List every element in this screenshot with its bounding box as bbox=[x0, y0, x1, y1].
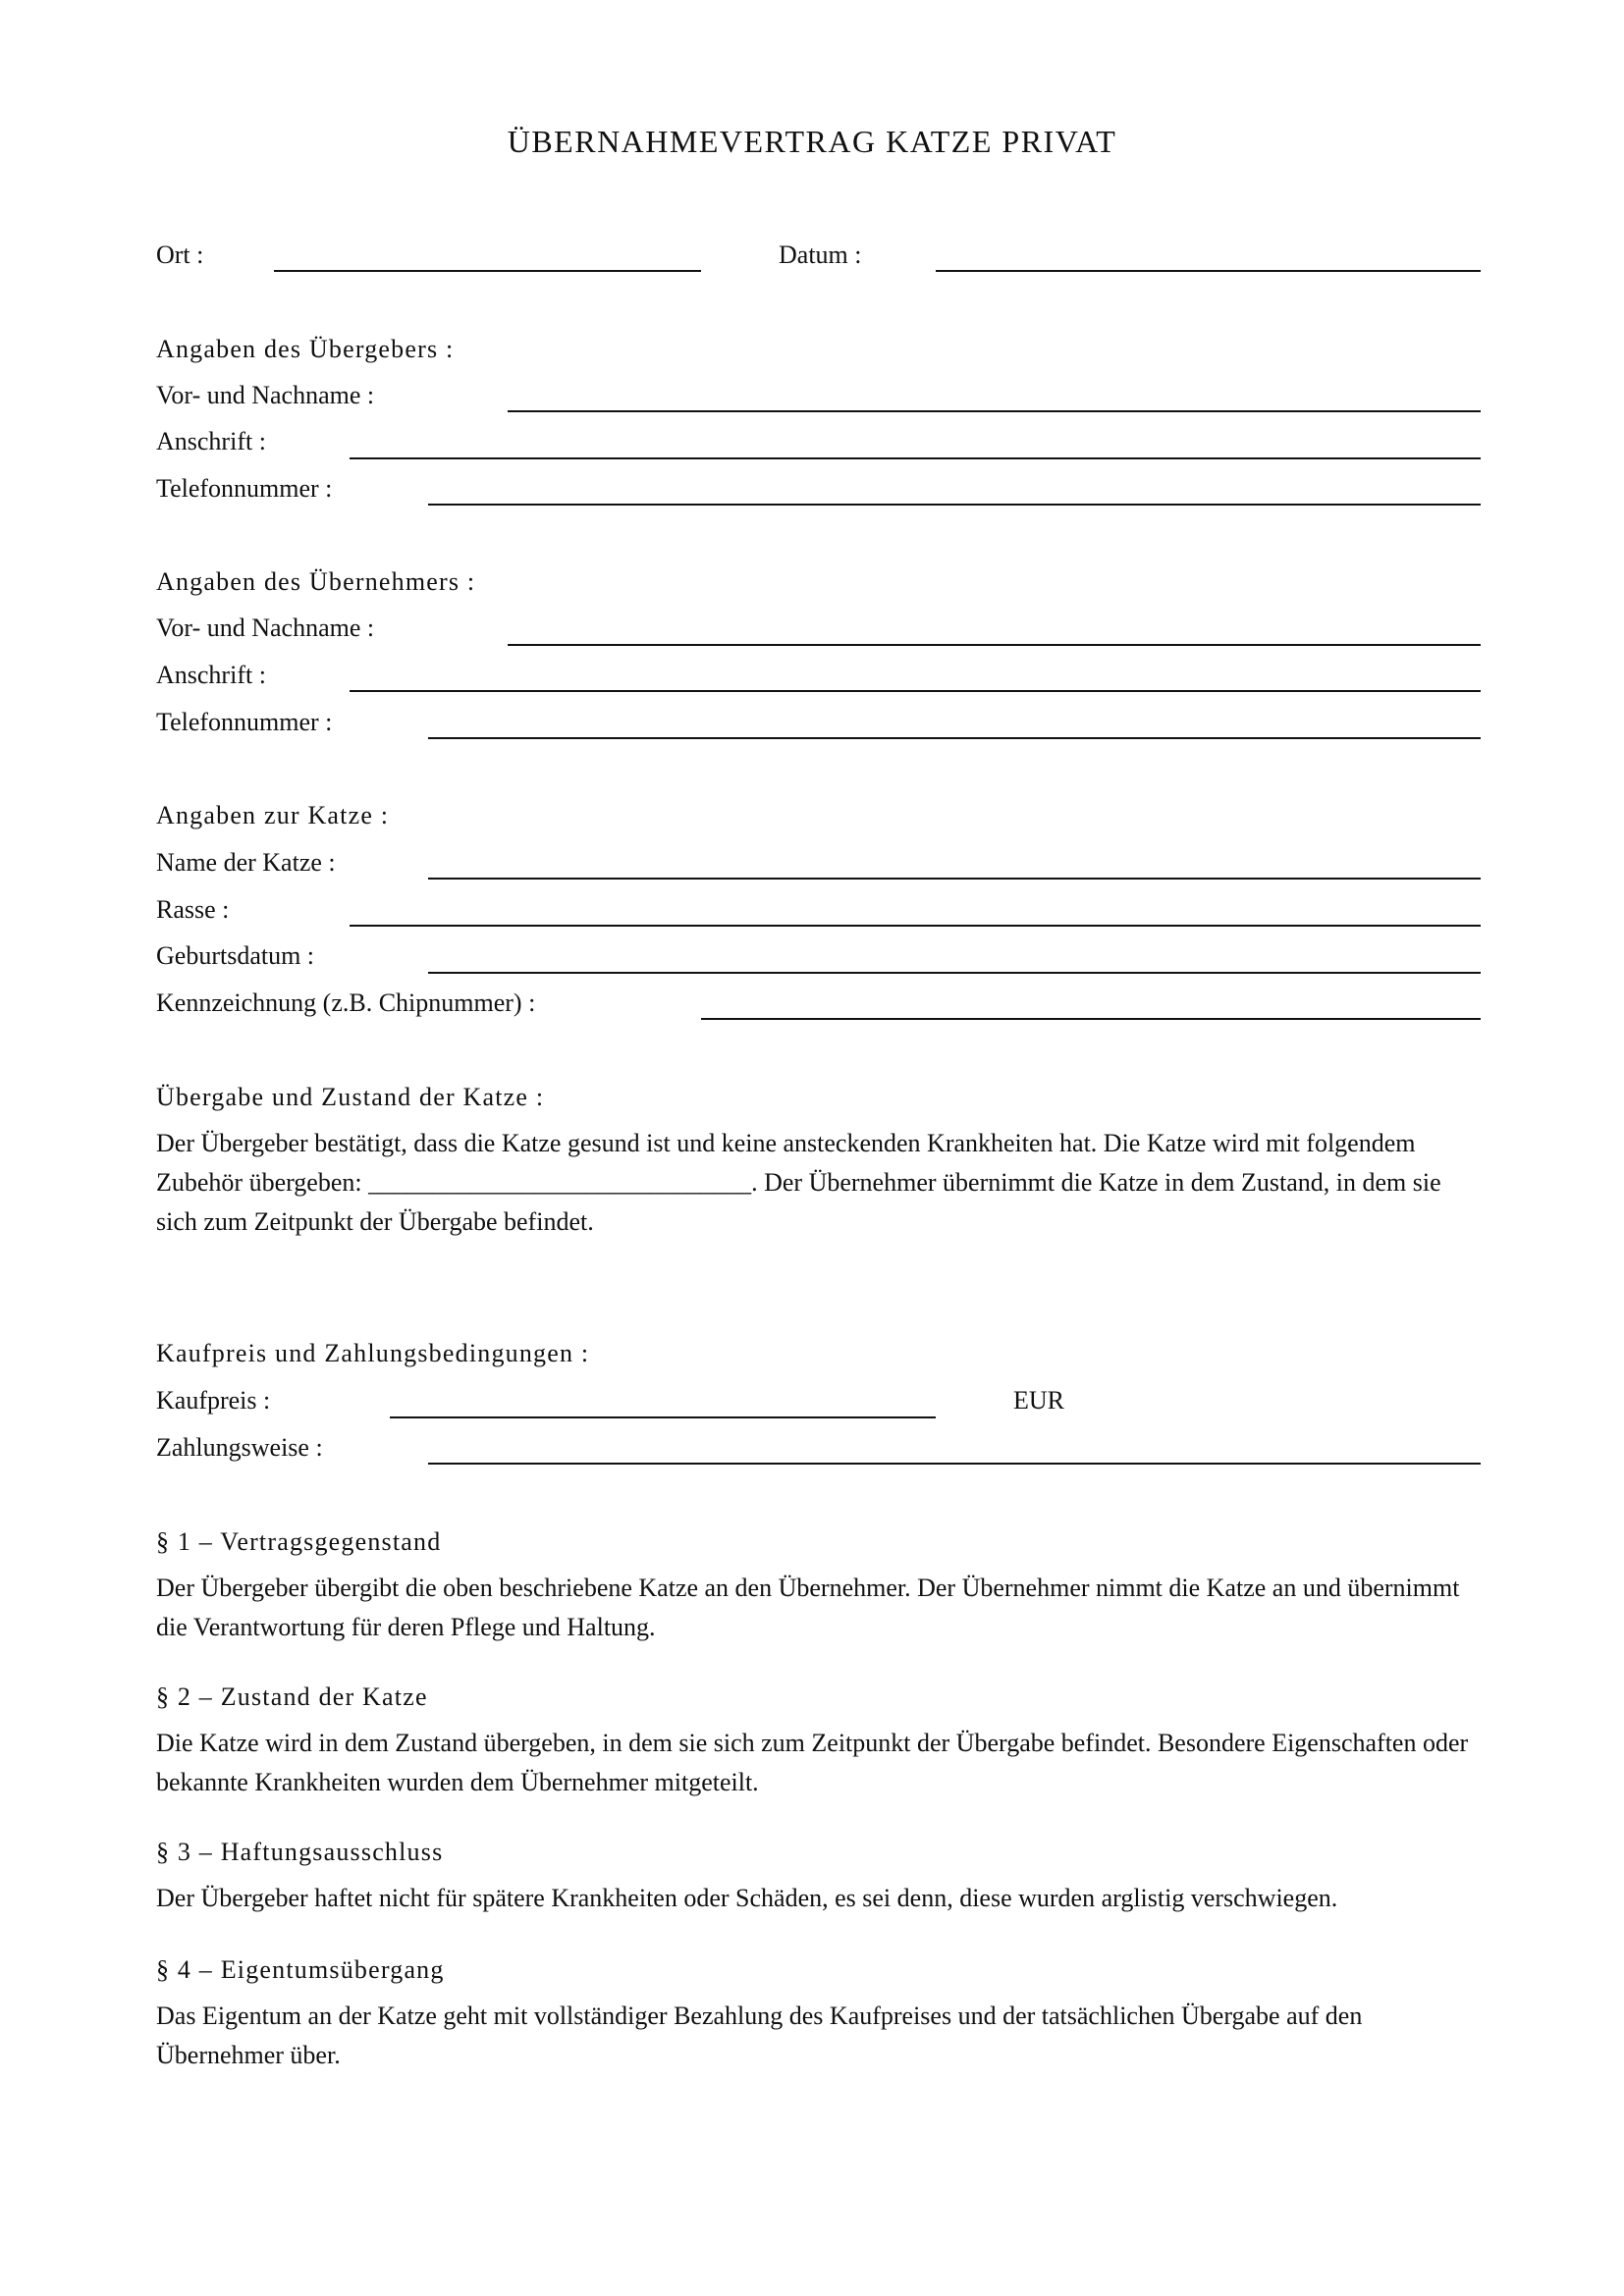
section-1-text: Der Übergeber übergibt die oben beschriebene Katze an den Übernehmer. Der Übernehmer nimmt die Katze an und übernimmt die Verantwortung für deren Pflege und Haltung. bbox=[156, 1574, 1460, 1641]
zahlungsweise-field[interactable] bbox=[428, 1463, 1481, 1465]
section-1-heading: § 1 – Vertragsgegenstand bbox=[156, 1527, 442, 1556]
section-4-text: Das Eigentum an der Katze geht mit vollständiger Bezahlung des Kaufpreises und der tatsächlichen Übergabe auf den Übernehmer über. bbox=[156, 2002, 1363, 2069]
uebergeber-heading: Angaben des Übergebers : bbox=[156, 335, 455, 363]
currency-label: EUR bbox=[1013, 1386, 1064, 1415]
uebergabe-heading: Übergabe und Zustand der Katze : bbox=[156, 1083, 545, 1111]
katze-geburtsdatum-label: Geburtsdatum : bbox=[156, 941, 315, 970]
ort-field[interactable] bbox=[274, 270, 701, 272]
kaufpreis-heading: Kaufpreis und Zahlungsbedingungen : bbox=[156, 1339, 590, 1367]
section-2-text: Die Katze wird in dem Zustand übergeben, in dem sie sich zum Zeitpunkt der Übergabe befindet. Besondere Eigenschaften oder bekannte Krankheiten wurden dem Übernehmer mitgeteilt. bbox=[156, 1729, 1469, 1796]
document-title: ÜBERNAHMEVERTRAG KATZE PRIVAT bbox=[507, 124, 1117, 159]
uebernehmer-heading: Angaben des Übernehmers : bbox=[156, 567, 476, 596]
uebernehmer-address-field[interactable] bbox=[350, 690, 1481, 692]
katze-kennzeichnung-label: Kennzeichnung (z.B. Chipnummer) : bbox=[156, 988, 536, 1017]
uebernehmer-name-label: Vor- und Nachname : bbox=[156, 614, 375, 642]
uebergeber-phone-field[interactable] bbox=[428, 504, 1481, 506]
katze-name-field[interactable] bbox=[428, 878, 1481, 880]
katze-kennzeichnung-field[interactable] bbox=[701, 1018, 1481, 1020]
section-2-heading: § 2 – Zustand der Katze bbox=[156, 1682, 428, 1711]
uebernehmer-phone-field[interactable] bbox=[428, 737, 1481, 739]
datum-field[interactable] bbox=[936, 270, 1481, 272]
kaufpreis-label: Kaufpreis : bbox=[156, 1386, 271, 1415]
uebergabe-text: Der Übergeber bestätigt, dass die Katze gesund ist und keine ansteckenden Krankheiten hat. Die Katze wird mit folgendem Zubehör übergeben: ______________________________. Der Übernehmer übernimmt die Katze in dem Zustand, in dem sie sich zum Zeitpunkt der Übergabe befindet. bbox=[156, 1129, 1441, 1236]
katze-rasse-label: Rasse : bbox=[156, 895, 230, 924]
katze-heading: Angaben zur Katze : bbox=[156, 801, 390, 829]
uebernehmer-name-field[interactable] bbox=[508, 644, 1481, 646]
section-4-heading: § 4 – Eigentumsübergang bbox=[156, 1955, 445, 1984]
kaufpreis-field[interactable] bbox=[390, 1416, 936, 1418]
katze-rasse-field[interactable] bbox=[350, 925, 1481, 927]
uebernehmer-address-label: Anschrift : bbox=[156, 661, 266, 689]
uebergeber-phone-label: Telefonnummer : bbox=[156, 474, 333, 503]
uebernehmer-phone-label: Telefonnummer : bbox=[156, 708, 333, 736]
uebergeber-address-field[interactable] bbox=[350, 457, 1481, 459]
uebergeber-name-field[interactable] bbox=[508, 410, 1481, 412]
section-3-heading: § 3 – Haftungsausschluss bbox=[156, 1838, 444, 1866]
datum-label: Datum : bbox=[779, 240, 862, 269]
section-3-text: Der Übergeber haftet nicht für spätere Krankheiten oder Schäden, es sei denn, diese wurden arglistig verschwiegen. bbox=[156, 1884, 1338, 1912]
uebergeber-address-label: Anschrift : bbox=[156, 427, 266, 455]
uebergeber-name-label: Vor- und Nachname : bbox=[156, 381, 375, 409]
katze-name-label: Name der Katze : bbox=[156, 848, 336, 877]
ort-label: Ort : bbox=[156, 240, 204, 269]
katze-geburtsdatum-field[interactable] bbox=[428, 972, 1481, 974]
zahlungsweise-label: Zahlungsweise : bbox=[156, 1433, 323, 1462]
